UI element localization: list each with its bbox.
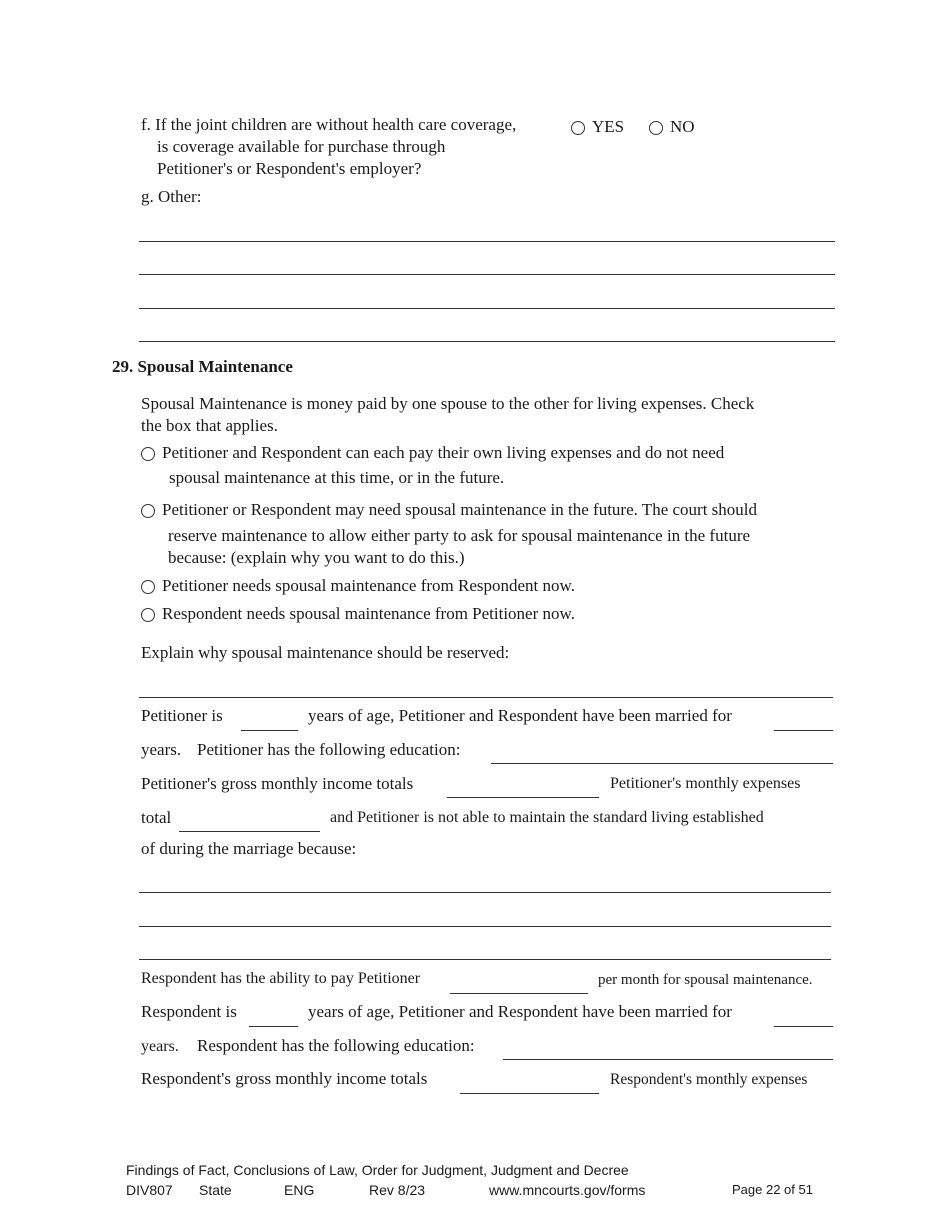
- question-f-line3: Petitioner's or Respondent's employer?: [157, 159, 422, 178]
- respondent-is-label: Respondent is: [141, 1002, 237, 1021]
- option-4-radio[interactable]: [141, 608, 155, 622]
- respondent-income-field[interactable]: [460, 1093, 599, 1094]
- petitioner-during-marriage-label: of during the marriage because:: [141, 839, 357, 858]
- option-2-radio[interactable]: [141, 504, 155, 518]
- footer-language: ENG: [284, 1182, 315, 1198]
- no-radio[interactable]: [649, 121, 663, 135]
- petitioner-reason-line-2[interactable]: [139, 926, 831, 927]
- footer-title: Findings of Fact, Conclusions of Law, Order for Judgment, Judgment and Decree: [126, 1162, 629, 1178]
- no-label: NO: [670, 117, 695, 136]
- option-2-line3: because: (explain why you want to do this.): [168, 548, 465, 567]
- yes-radio[interactable]: [571, 121, 585, 135]
- question-f-line2: is coverage available for purchase through: [157, 137, 446, 156]
- petitioner-is-label: Petitioner is: [141, 706, 223, 725]
- footer-revision: Rev 8/23: [369, 1182, 426, 1198]
- option-1-line1: Petitioner and Respondent can each pay their own living expenses and do not need: [162, 443, 725, 462]
- respondent-ability-label: Respondent has the ability to pay Petitioner: [141, 970, 421, 987]
- respondent-pay-amount-field[interactable]: [450, 993, 588, 994]
- respondent-education-field[interactable]: [503, 1059, 833, 1060]
- petitioner-expenses-label: Petitioner's monthly expenses: [610, 775, 801, 792]
- question-f-line1: f. If the joint children are without health care coverage,: [141, 115, 517, 134]
- petitioner-expenses-field[interactable]: [179, 831, 320, 832]
- yes-label: YES: [592, 117, 625, 136]
- footer-form-id: DIV807: [126, 1182, 173, 1198]
- respondent-expenses-label: Respondent's monthly expenses: [610, 1071, 808, 1088]
- explain-label: Explain why spousal maintenance should be reserved:: [141, 643, 510, 662]
- petitioner-income-field[interactable]: [447, 797, 599, 798]
- respondent-education-label: Respondent has the following education:: [197, 1036, 475, 1055]
- other-line-3[interactable]: [139, 308, 835, 309]
- petitioner-years-label: years.: [141, 740, 182, 759]
- question-g-label: g. Other:: [141, 187, 202, 206]
- explain-line[interactable]: [139, 697, 833, 698]
- section-heading: 29. Spousal Maintenance: [112, 357, 293, 376]
- petitioner-age-field[interactable]: [241, 730, 298, 731]
- footer-page-number: Page 22 of 51: [732, 1182, 813, 1197]
- petitioner-total-label: total: [141, 808, 172, 827]
- option-4-label: Respondent needs spousal maintenance from Petitioner now.: [162, 604, 575, 623]
- respondent-married-years-field[interactable]: [774, 1026, 833, 1027]
- option-3-radio[interactable]: [141, 580, 155, 594]
- option-2-line2: reserve maintenance to allow either party to ask for spousal maintenance in the future: [168, 526, 751, 545]
- option-3-label: Petitioner needs spousal maintenance from Respondent now.: [162, 576, 575, 595]
- option-2-line1: Petitioner or Respondent may need spousal maintenance in the future. The court should: [162, 500, 758, 519]
- petitioner-reason-line-1[interactable]: [139, 892, 831, 893]
- petitioner-education-label: Petitioner has the following education:: [197, 740, 461, 759]
- other-line-2[interactable]: [139, 274, 835, 275]
- respondent-income-label: Respondent's gross monthly income totals: [141, 1069, 428, 1088]
- other-line-4[interactable]: [139, 341, 835, 342]
- intro-line1: Spousal Maintenance is money paid by one spouse to the other for living expenses. Check: [141, 394, 755, 413]
- petitioner-reason-line-3[interactable]: [139, 959, 831, 960]
- footer-state: State: [199, 1182, 232, 1198]
- footer-url[interactable]: www.mncourts.gov/forms: [489, 1182, 646, 1198]
- option-1-radio[interactable]: [141, 447, 155, 461]
- petitioner-education-field[interactable]: [491, 763, 833, 764]
- respondent-age-field[interactable]: [249, 1026, 298, 1027]
- other-line-1[interactable]: [139, 241, 835, 242]
- respondent-years-label: years.: [141, 1038, 179, 1055]
- petitioner-not-able-text: and Petitioner is not able to maintain the standard living established: [330, 809, 764, 826]
- petitioner-married-years-field[interactable]: [774, 730, 833, 731]
- option-1-line2: spousal maintenance at this time, or in the future.: [169, 468, 505, 487]
- intro-line2: the box that applies.: [141, 416, 278, 435]
- petitioner-income-label: Petitioner's gross monthly income totals: [141, 774, 414, 793]
- respondent-per-month-text: per month for spousal maintenance.: [598, 972, 813, 988]
- respondent-years-of-age-text: years of age, Petitioner and Respondent have been married for: [308, 1002, 732, 1021]
- petitioner-years-of-age-text: years of age, Petitioner and Respondent have been married for: [308, 706, 732, 725]
